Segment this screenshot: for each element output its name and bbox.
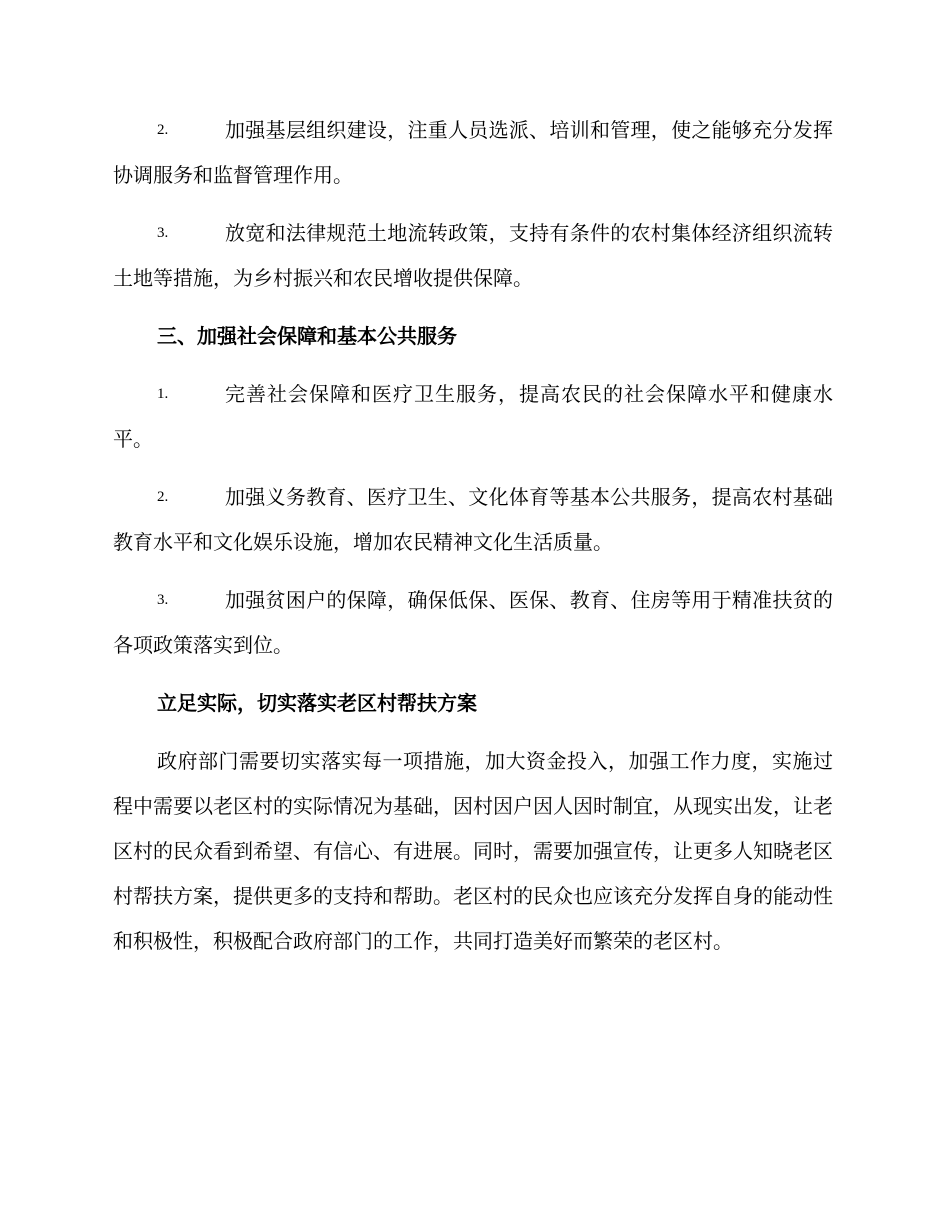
conclusion-heading: 立足实际，切实落实老区村帮扶方案 [157,691,477,715]
list-number: 3. [157,225,169,241]
list-number: 1. [157,386,169,402]
list-item-text: 加强义务教育、医疗卫生、文化体育等基本公共服务，提高农村基础教育水平和文化娱乐设施，增加农民精神文化生活质量。 [113,485,833,554]
document-page [113,108,833,964]
list-number: 2. [157,122,169,138]
list-item [113,578,833,668]
list-item-text: 完善社会保障和医疗卫生服务，提高农民的社会保障水平和健康水平。 [113,382,833,451]
list-item-text: 加强贫困户的保障，确保低保、医保、教育、住房等用于精准扶贫的各项政策落实到位。 [113,588,833,657]
list-number: 3. [157,592,169,608]
list-item [113,211,833,301]
list-number: 2. [157,489,169,505]
section-heading: 三、加强社会保障和基本公共服务 [157,324,457,348]
list-item-text: 加强基层组织建设，注重人员选派、培训和管理，使之能够充分发挥协调服务和监督管理作用。 [113,118,833,187]
list-item [113,372,833,462]
list-item [113,108,833,198]
list-item-text: 放宽和法律规范土地流转政策，支持有条件的农村集体经济组织流转土地等措施，为乡村振兴和农民增收提供保障。 [113,221,833,290]
conclusion-paragraph: 政府部门需要切实落实每一项措施，加大资金投入，加强工作力度，实施过程中需要以老区村的实际情况为基础，因村因户因人因时制宜，从现实出发，让老区村的民众看到希望、有信心、有进展。同时，需要加强宣传，让更多人知晓老区村帮扶方案，提供更多的支持和帮助。老区村的民众也应该充分发挥自身的能动性和积极性，积极配合政府部门的工作，共同打造美好而繁荣的老区村。 [113,749,833,953]
list-item [113,475,833,565]
